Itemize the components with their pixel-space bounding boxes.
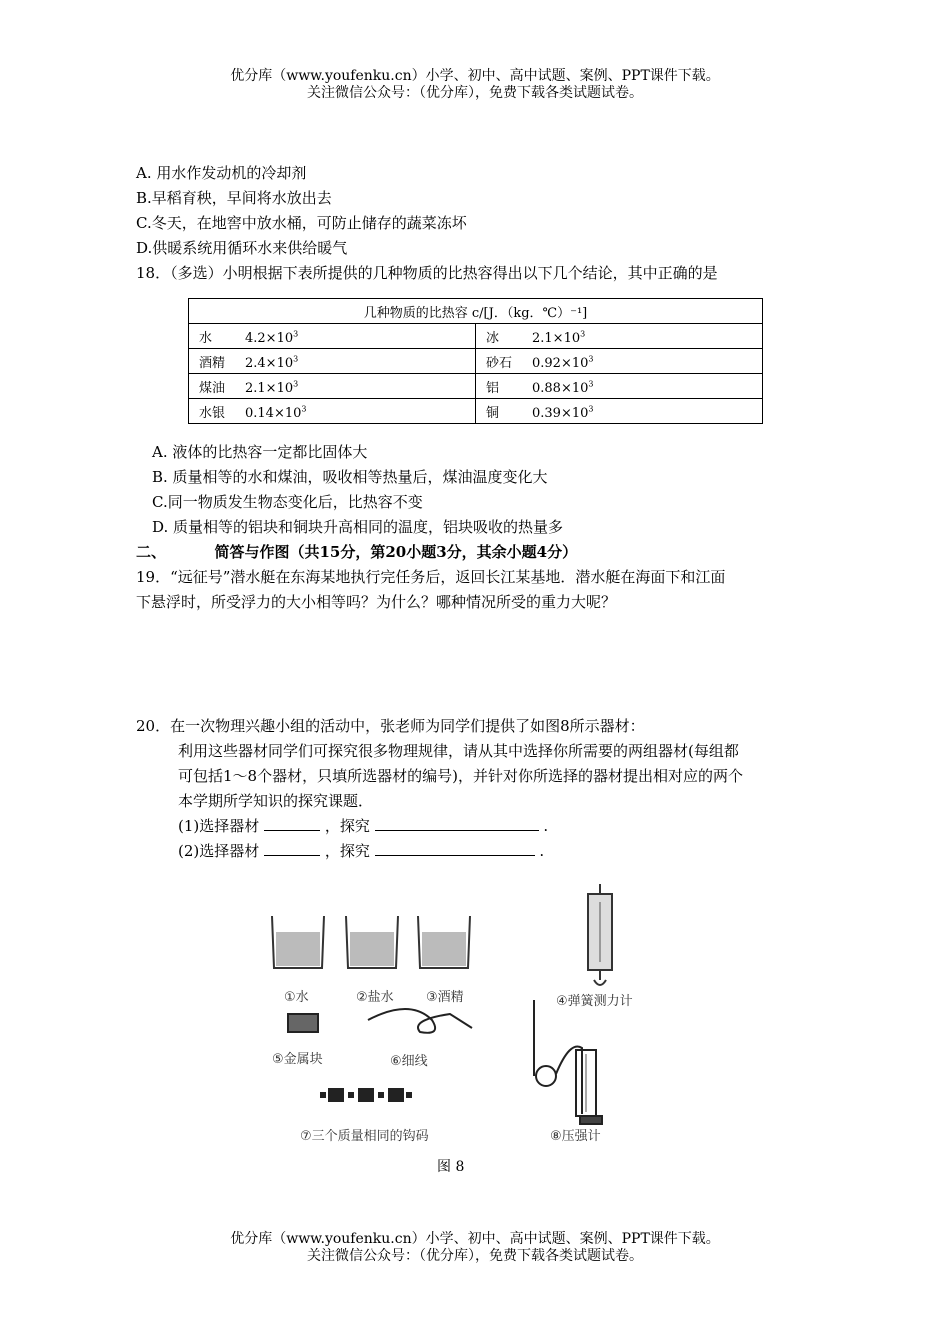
exponent: 3: [293, 329, 299, 339]
hook-weights-icon: [320, 1088, 412, 1102]
section-number: 二、: [136, 543, 167, 561]
specific-heat-table: [188, 298, 763, 424]
topic-blank-1[interactable]: [375, 816, 539, 831]
table-row: [189, 324, 763, 349]
q17-option-a: A. 用水作发动机的冷却剂: [136, 164, 307, 182]
q18-option-b: B. 质量相等的水和煤油，吸收相等热量后，煤油温度变化大: [152, 468, 548, 486]
answer-end: .: [539, 842, 545, 860]
label-thread: ⑥细线: [390, 1054, 428, 1069]
q17-option-b: B.早稻育秧，早间将水放出去: [136, 189, 332, 207]
section-title: 简答与作图（共15分，第20小题3分，其余小题4分）: [214, 543, 578, 561]
label-spring-scale: ④弹簧测力计: [556, 994, 633, 1009]
heat-value: 0.88×10: [532, 380, 589, 396]
answer-prefix: (2)选择器材: [178, 842, 260, 860]
header-line-2: 关注微信公众号：（优分库），免费下载各类试题试卷。: [307, 85, 643, 101]
q18-option-d: D. 质量相等的铝块和铜块升高相同的温度，铝块吸收的热量多: [152, 518, 564, 536]
label-water: ①水: [284, 990, 309, 1005]
heat-value: 4.2×10: [245, 330, 294, 346]
equipment-drawing: [260, 880, 680, 1150]
figure-8: [260, 880, 680, 1150]
exponent: 3: [301, 404, 307, 414]
q20-answer-1: [178, 816, 548, 836]
substance-name: 冰: [486, 330, 500, 346]
answer-end: .: [543, 817, 549, 835]
q18-stem: 18．（多选）小明根据下表所提供的几种物质的比热容得出以下几个结论，其中正确的是: [136, 264, 718, 282]
q18-option-c: C.同一物质发生物态变化后，比热容不变: [152, 493, 423, 511]
q20-line-1: 20．在一次物理兴趣小组的活动中，张老师为同学们提供了如图8所示器材：: [136, 717, 645, 735]
heat-value: 0.92×10: [532, 355, 589, 371]
exponent: 3: [588, 354, 594, 364]
header-line-1: 优分库（www.youfenku.cn）小学、初中、高中试题、案例、PPT课件下载。: [230, 68, 720, 84]
q19-line-1: 19．“远征号”潜水艇在东海某地执行完任务后，返回长江某基地．潜水艇在海面下和江面: [136, 568, 726, 586]
table-row: [189, 374, 763, 399]
page-footer: [0, 1231, 950, 1265]
alcohol-liquid-icon: [422, 932, 466, 966]
heat-value: 2.4×10: [245, 355, 294, 371]
exponent: 3: [588, 379, 594, 389]
table-row: [189, 349, 763, 374]
substance-name: 铝: [486, 380, 500, 396]
substance-name: 砂石: [486, 355, 513, 371]
heat-value: 2.1×10: [245, 380, 294, 396]
salt-water-liquid-icon: [350, 932, 394, 966]
exponent: 3: [588, 404, 594, 414]
label-pressure-gauge: ⑧压强计: [550, 1129, 601, 1144]
pressure-gauge-icon: [534, 1000, 602, 1124]
label-salt-water: ②盐水: [356, 990, 394, 1005]
q19-line-2: 下悬浮时，所受浮力的大小相等吗？为什么？哪种情况所受的重力大呢？: [136, 593, 617, 611]
answer-mid: ，探究: [324, 817, 370, 835]
table-caption: 几种物质的比热容 c/[J．（kg．℃）⁻¹]: [189, 299, 763, 324]
page-header: [0, 68, 950, 102]
q17-option-c: C.冬天，在地窖中放水桶，可防止储存的蔬菜冻坏: [136, 214, 467, 232]
answer-prefix: (1)选择器材: [178, 817, 260, 835]
exponent: 3: [580, 329, 586, 339]
footer-line-2: 关注微信公众号：（优分库），免费下载各类试题试卷。: [307, 1248, 643, 1264]
figure-caption: 图 8: [437, 1159, 465, 1175]
substance-name: 水: [199, 330, 213, 346]
equipment-blank-1[interactable]: [264, 816, 320, 831]
equipment-blank-2[interactable]: [264, 841, 320, 856]
section-heading: [136, 542, 577, 562]
exponent: 3: [293, 354, 299, 364]
substance-name: 铜: [486, 405, 500, 421]
heat-value: 2.1×10: [532, 330, 581, 346]
footer-line-1: 优分库（www.youfenku.cn）小学、初中、高中试题、案例、PPT课件下载。: [230, 1231, 720, 1247]
label-alcohol: ③酒精: [426, 990, 464, 1005]
thread-icon: [368, 1009, 472, 1033]
spring-scale-icon: [588, 884, 612, 985]
heat-value: 0.39×10: [532, 405, 589, 421]
substance-name: 酒精: [199, 355, 226, 371]
substance-name: 煤油: [199, 380, 226, 396]
label-metal-block: ⑤金属块: [272, 1052, 323, 1067]
q20-answer-2: [178, 841, 544, 861]
q18-option-a: A. 液体的比热容一定都比固体大: [152, 443, 368, 461]
topic-blank-2[interactable]: [375, 841, 535, 856]
q20-line-4: 本学期所学知识的探究课题．: [178, 792, 374, 810]
q17-option-d: D.供暖系统用循环水来供给暖气: [136, 239, 348, 257]
exponent: 3: [293, 379, 299, 389]
water-liquid-icon: [276, 932, 320, 966]
substance-name: 水银: [199, 405, 226, 421]
answer-mid: ，探究: [324, 842, 370, 860]
metal-block-icon: [288, 1014, 318, 1032]
heat-value: 0.14×10: [245, 405, 302, 421]
q20-line-2: 利用这些器材同学们可探究很多物理规律，请从其中选择你所需要的两组器材(每组都: [178, 742, 739, 760]
q20-line-3: 可包括1～8个器材，只填所选器材的编号)，并针对你所选择的器材提出相对应的两个: [178, 767, 743, 785]
label-hook-weights: ⑦三个质量相同的钩码: [300, 1129, 429, 1144]
table-row: [189, 399, 763, 424]
